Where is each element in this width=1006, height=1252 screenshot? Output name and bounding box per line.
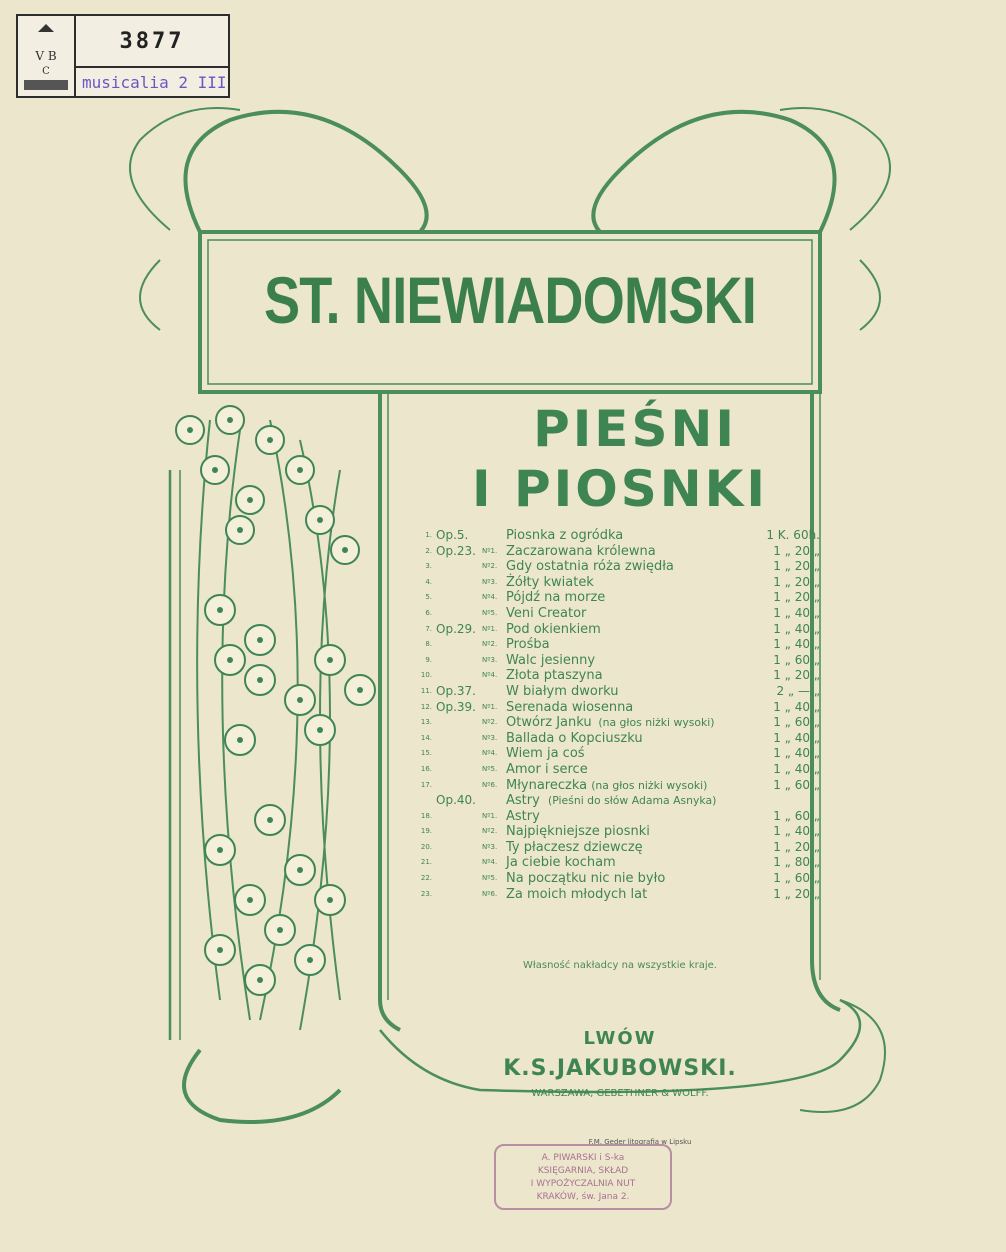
song-title: Ballada o Kopciuszku xyxy=(506,730,643,746)
song-number: 1. xyxy=(425,531,432,539)
stamp-line: KRAKÓW, św. Jana 2. xyxy=(536,1192,630,1202)
song-list xyxy=(410,528,830,902)
song-price: 1 „ 20 „ xyxy=(773,543,820,558)
song-title: W białym dworku xyxy=(506,683,619,699)
song-number: 2. xyxy=(425,546,432,555)
song-number: 19. xyxy=(420,827,432,836)
distributors: WARSZAWA, GEBETHNER & WOLFF. xyxy=(531,1088,709,1099)
piece-number: Nº1. xyxy=(482,546,498,555)
piece-number: Nº3. xyxy=(482,655,498,664)
song-number: 3. xyxy=(425,562,432,571)
song-row xyxy=(410,778,830,794)
piece-number: Nº5. xyxy=(482,874,498,883)
song-price: 2 „ — „ xyxy=(776,683,820,698)
song-row xyxy=(410,871,830,887)
piece-number: Nº2. xyxy=(482,718,498,727)
song-price: 1 „ 80 „ xyxy=(773,855,820,870)
song-title: Astry xyxy=(506,808,540,824)
song-row xyxy=(410,606,830,622)
song-title: Pójdź na morze xyxy=(506,590,606,606)
song-price: 1 „ 40 „ xyxy=(773,730,820,745)
stamp-line: KSIĘGARNIA, SKŁAD xyxy=(537,1166,629,1176)
song-number: 14. xyxy=(420,733,432,742)
song-row xyxy=(410,840,830,856)
piece-number: Nº2. xyxy=(482,562,498,571)
voice-note: (na głos niżki wysoki) xyxy=(591,778,708,792)
song-title: Za moich młodych lat xyxy=(506,886,648,902)
song-title: Piosnka z ogródka xyxy=(506,528,624,543)
song-row xyxy=(410,731,830,747)
song-title: Prośba xyxy=(506,637,550,653)
collection-label: musicalia 2 III xyxy=(82,72,227,92)
song-number: 6. xyxy=(425,608,432,617)
opus-number: Op.23. xyxy=(436,543,476,558)
opus-number: Op.39. xyxy=(436,699,476,714)
song-row xyxy=(410,622,830,638)
song-row xyxy=(410,746,830,762)
song-number: 18. xyxy=(420,811,432,820)
svg-text:C: C xyxy=(42,66,50,77)
song-number: 4. xyxy=(425,577,432,586)
song-row xyxy=(410,855,830,871)
piece-number: Nº1. xyxy=(482,624,498,633)
song-price: 1 „ 60 „ xyxy=(773,808,820,823)
song-price: 1 K. 60h. xyxy=(766,528,820,542)
opus-number: Op.29. xyxy=(436,621,476,636)
song-row xyxy=(410,575,830,591)
song-price: 1 „ 60 „ xyxy=(773,715,820,730)
song-row xyxy=(410,684,830,700)
song-number: 23. xyxy=(420,889,432,898)
stamp-line: A. PIWARSKI i S-ka xyxy=(541,1153,625,1163)
song-price: 1 „ 40 „ xyxy=(773,699,820,714)
song-row xyxy=(410,762,830,778)
song-title: Walc jesienny xyxy=(506,652,596,668)
song-title: Najpiękniejsze piosnki xyxy=(506,824,650,840)
piece-number: Nº2. xyxy=(482,640,498,649)
piece-number: Nº5. xyxy=(482,608,498,617)
song-price: 1 „ 20 „ xyxy=(773,886,820,901)
song-title: Veni Creator xyxy=(506,605,587,621)
piece-number: Nº4. xyxy=(482,858,498,867)
song-number: 11. xyxy=(420,686,432,695)
piece-number: Nº4. xyxy=(482,749,498,758)
song-number: 22. xyxy=(420,874,432,883)
library-emblem-icon xyxy=(18,16,76,96)
song-number: 5. xyxy=(425,593,432,602)
song-price: 1 „ 20 „ xyxy=(773,839,820,854)
piece-number: Nº4. xyxy=(482,593,498,602)
publisher-city: LWÓW xyxy=(583,1028,657,1049)
song-row xyxy=(410,668,830,684)
title-line-1: PIEŚNI xyxy=(533,400,737,458)
song-title: Żółty kwiatek xyxy=(506,574,594,590)
song-price: 1 „ 20 „ xyxy=(773,574,820,589)
piece-number: Nº3. xyxy=(482,842,498,851)
printer-credit: F.M. Geder litografia w Lipsku xyxy=(588,1138,692,1146)
song-number: 17. xyxy=(420,780,432,789)
song-number: 8. xyxy=(425,640,432,649)
opus-number: Op.40. xyxy=(436,793,476,808)
song-row xyxy=(410,715,830,731)
song-price: 1 „ 40 „ xyxy=(773,621,820,636)
song-number: 13. xyxy=(420,718,432,727)
publisher-name: K.S.JAKUBOWSKI. xyxy=(503,1056,737,1081)
song-row xyxy=(410,559,830,575)
piece-number: Nº4. xyxy=(482,671,498,680)
song-price: 1 „ 40 „ xyxy=(773,746,820,761)
piece-number: Nº6. xyxy=(482,889,498,898)
song-title: Ja ciebie kocham xyxy=(506,855,616,871)
song-price: 1 „ 40 „ xyxy=(773,824,820,839)
piece-number: Nº5. xyxy=(482,764,498,773)
song-title: Serenada wiosenna xyxy=(506,699,634,715)
catalog-number: 3877 xyxy=(76,16,228,68)
opus-number: Op.37. xyxy=(436,683,476,698)
song-price: 1 „ 40 „ xyxy=(773,605,820,620)
song-row xyxy=(410,887,830,903)
song-number: 12. xyxy=(420,702,432,711)
song-row xyxy=(410,653,830,669)
song-title: Otwórz Janku xyxy=(506,715,592,731)
song-title: Zaczarowana królewna xyxy=(506,543,656,559)
song-row xyxy=(410,793,830,809)
voice-note: (na głos niżki wysoki) xyxy=(598,716,715,730)
song-price: 1 „ 20 „ xyxy=(773,668,820,683)
bookshop-stamp xyxy=(494,1144,672,1210)
song-row xyxy=(410,824,830,840)
song-price: 1 „ 60 „ xyxy=(773,777,820,792)
song-price: 1 „ 40 „ xyxy=(773,637,820,652)
song-title: Młynareczka xyxy=(506,777,588,793)
song-price: 1 „ 60 „ xyxy=(773,652,820,667)
song-title: Ty płaczesz dziewczę xyxy=(506,839,643,855)
song-number: 20. xyxy=(420,842,432,851)
piece-number: Nº3. xyxy=(482,577,498,586)
piece-number: Nº3. xyxy=(482,733,498,742)
song-row xyxy=(410,544,830,560)
song-title: Złota ptaszyna xyxy=(506,668,603,684)
song-row xyxy=(410,590,830,606)
song-row xyxy=(410,637,830,653)
song-row xyxy=(410,700,830,716)
opus-number: Op.5. xyxy=(436,528,469,542)
song-title: Na początku nic nie było xyxy=(506,871,666,887)
song-title: Astry xyxy=(506,793,540,809)
library-label xyxy=(16,14,230,98)
song-price: 1 „ 20 „ xyxy=(773,559,820,574)
song-title: Gdy ostatnia róża zwiędła xyxy=(506,559,674,575)
voice-note: (Pieśni do słów Adama Asnyka) xyxy=(548,794,717,808)
song-price: 1 „ 40 „ xyxy=(773,761,820,776)
song-number: 9. xyxy=(425,655,432,664)
piece-number: Nº1. xyxy=(482,702,498,711)
stamp-line: I WYPOŻYCZALNIA NUT xyxy=(530,1179,636,1189)
song-price: 1 „ 60 „ xyxy=(773,871,820,886)
song-row xyxy=(410,809,830,825)
rights-note: Własność nakładcy na wszystkie kraje. xyxy=(523,960,717,971)
song-title: Pod okienkiem xyxy=(506,621,601,637)
composer-name: ST. NIEWIADOMSKI xyxy=(263,263,756,337)
song-number: 7. xyxy=(425,624,432,633)
song-number: 15. xyxy=(420,749,432,758)
piece-number: Nº6. xyxy=(482,780,498,789)
title-line-2: I PIOSNKI xyxy=(472,460,768,518)
song-number: 16. xyxy=(420,764,432,773)
song-price: 1 „ 20 „ xyxy=(773,590,820,605)
song-number: 21. xyxy=(420,858,432,867)
svg-text:V B: V B xyxy=(35,49,57,63)
piece-number: Nº1. xyxy=(482,811,498,820)
song-number: 10. xyxy=(420,671,432,680)
song-title: Wiem ja coś xyxy=(506,746,585,762)
song-row xyxy=(410,528,830,544)
song-title: Amor i serce xyxy=(506,761,588,777)
piece-number: Nº2. xyxy=(482,827,498,836)
